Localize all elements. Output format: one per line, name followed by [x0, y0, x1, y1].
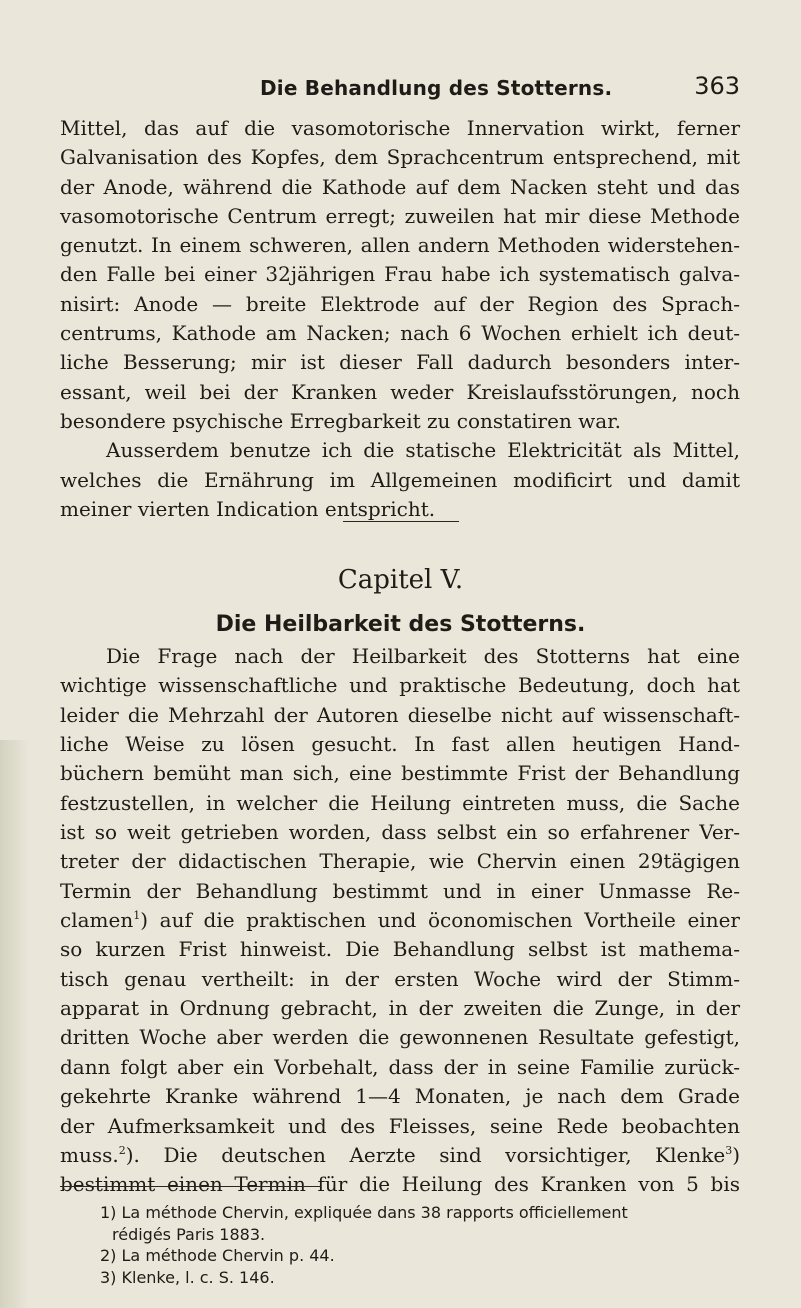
- text-line: Termin der Behandlung bestimmt und in einer Unmasse Re-: [60, 878, 740, 903]
- text-line: bestimmt einen Termin für die Heilung des Kranken von 5 bis: [60, 1172, 740, 1197]
- page-header: [60, 70, 740, 110]
- text-fragment: clamen: [60, 908, 134, 933]
- text-line: den Falle bei einer 32jährigen Frau habe ich systematisch galva-: [60, 262, 740, 287]
- text-line: ist so weit getrieben worden, dass selbst ein so erfahrener Ver-: [60, 820, 740, 845]
- text-line: Die Frage nach der Heilbarkeit des Stotterns hat eine: [106, 644, 740, 668]
- text-line: gekehrte Kranke während 1—4 Monaten, je nach dem Grade: [60, 1084, 740, 1109]
- text-line: Mittel, das auf die vasomotorische Innervation wirkt, ferner: [60, 116, 740, 140]
- footnote-3: 3) Klenke, l. c. S. 146.: [100, 1267, 275, 1287]
- text-line: liche Weise zu lösen gesucht. In fast allen heutigen Hand-: [60, 732, 740, 757]
- text-line: büchern bemüht man sich, eine bestimmte Frist der Behandlung: [60, 761, 740, 786]
- running-title: Die Behandlung des Stotterns.: [260, 76, 613, 100]
- text-line: welches die Ernährung im Allgemeinen modificirt und damit: [60, 467, 740, 492]
- footnote-divider: [60, 1186, 320, 1187]
- footnotes: [100, 1202, 740, 1288]
- text-line: wichtige wissenschaftliche und praktische Bedeutung, doch hat: [60, 673, 740, 698]
- text-line: Galvanisation des Kopfes, dem Sprachcentrum entsprechend, mit: [60, 145, 740, 170]
- text-fragment: ). Die deutschen Aerzte sind vorsichtiger, Klenke: [125, 1142, 726, 1167]
- text-line: der Aufmerksamkeit und des Fleisses, seine Rede beobachten: [60, 1113, 740, 1138]
- text-line: so kurzen Frist hinweist. Die Behandlung selbst ist mathema-: [60, 937, 740, 962]
- text-line: besondere psychische Erregbarkeit zu constatiren war.: [60, 408, 621, 433]
- text-line: festzustellen, in welcher die Heilung eintreten muss, die Sache: [60, 790, 740, 815]
- footnote-marker: 2: [118, 1143, 126, 1157]
- text-line: vasomotorische Centrum erregt; zuweilen hat mir diese Methode: [60, 203, 740, 228]
- text-line: liche Besserung; mir ist dieser Fall dadurch besonders inter-: [60, 350, 740, 375]
- page-number: 363: [694, 72, 740, 100]
- chapter-number: Capitel V.: [337, 565, 464, 595]
- chapter-title: Die Heilbarkeit des Stotterns.: [215, 612, 586, 637]
- text-line: clamen$^1$) auf die praktischen und öconomischen Vortheile einer: [60, 908, 740, 933]
- footnote-1: 1) La méthode Chervin, expliquée dans 38 rapports officiellement: [100, 1203, 628, 1222]
- text-line: dritten Woche aber werden die gewonnenen Resultate gefestigt,: [60, 1025, 740, 1050]
- text-line: treter der didactischen Therapie, wie Chervin einen 29tägigen: [60, 849, 740, 874]
- footnote-2: 2) La méthode Chervin p. 44.: [100, 1246, 335, 1265]
- text-line: tisch genau vertheilt: in der ersten Woche wird der Stimm-: [60, 966, 740, 991]
- text-line: genutzt. In einem schweren, allen andern Methoden widerstehen-: [60, 233, 740, 258]
- text-line: [60, 1141, 740, 1170]
- text-line: dann folgt aber ein Vorbehalt, dass der in seine Familie zurück-: [60, 1054, 740, 1079]
- text-line: nisirt: Anode — breite Elektrode auf der Region des Sprach-: [60, 291, 740, 316]
- footnote-marker: 1: [133, 909, 141, 923]
- paragraph-block-2: [60, 642, 740, 1200]
- text-fragment: ): [732, 1142, 740, 1167]
- text-fragment: muss.: [60, 1142, 119, 1167]
- page-edge-stain: [0, 740, 30, 1308]
- footnote-marker: 3: [725, 1143, 733, 1157]
- text-line: essant, weil bei der Kranken weder Kreislaufsstörungen, noch: [60, 379, 740, 404]
- section-divider: [343, 521, 459, 522]
- footnote-1-continued: rédigés Paris 1883.: [112, 1224, 266, 1244]
- text-line: der Anode, während die Kathode auf dem Nacken steht und das: [60, 174, 740, 199]
- text-line: apparat in Ordnung gebracht, in der zweiten die Zunge, in der: [60, 996, 740, 1021]
- text-line: meiner vierten Indication entspricht.: [60, 496, 436, 521]
- text-line: centrums, Kathode am Nacken; nach 6 Wochen erhielt ich deut-: [60, 321, 740, 346]
- text-line: leider die Mehrzahl der Autoren dieselbe nicht auf wissenschaft-: [60, 702, 740, 727]
- paragraph-block-1: [60, 114, 740, 524]
- text-fragment: auf die praktischen und öconomischen Vortheile einer: [159, 908, 740, 933]
- text-line: Ausserdem benutze ich die statische Elektricität als Mittel,: [106, 438, 740, 463]
